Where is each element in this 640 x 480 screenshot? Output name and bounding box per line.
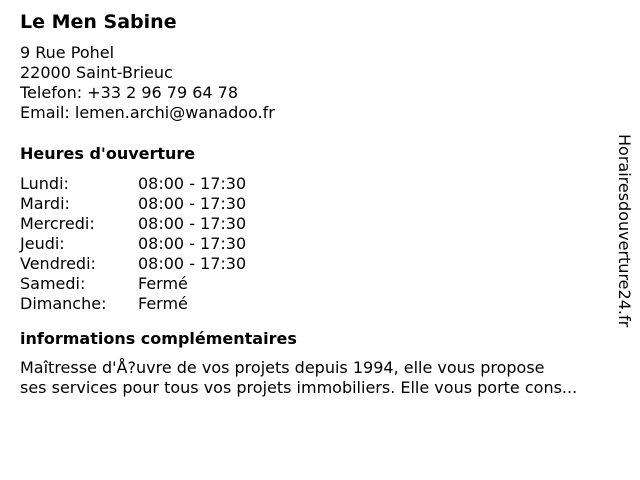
time-value: Fermé [138, 274, 188, 293]
day-label: Dimanche: [20, 294, 107, 313]
time-value: 08:00 - 17:30 [138, 194, 247, 213]
city-postal: 22000 Saint-Brieuc [20, 63, 173, 82]
hours-row-friday [20, 254, 620, 274]
time-value: 08:00 - 17:30 [138, 254, 247, 273]
business-name: Le Men Sabine [20, 11, 177, 33]
hours-table [20, 174, 620, 314]
day-label: Lundi: [20, 174, 69, 193]
day-label: Jeudi: [20, 234, 65, 253]
time-value: Fermé [138, 294, 188, 313]
time-value: 08:00 - 17:30 [138, 234, 247, 253]
street-address: 9 Rue Pohel [20, 43, 115, 62]
day-label: Mardi: [20, 194, 70, 213]
day-label: Samedi: [20, 274, 86, 293]
address-block [20, 43, 620, 123]
time-value: 08:00 - 17:30 [138, 174, 247, 193]
day-label: Vendredi: [20, 254, 96, 273]
time-value: 08:00 - 17:30 [138, 214, 247, 233]
hours-row-tuesday [20, 194, 620, 214]
info-heading: informations complémentaires [20, 329, 297, 348]
hours-row-monday [20, 174, 620, 194]
business-card [20, 10, 620, 398]
hours-row-sunday [20, 294, 620, 314]
info-description [20, 358, 632, 398]
hours-heading: Heures d'ouverture [20, 144, 196, 163]
hours-row-saturday [20, 274, 620, 294]
phone-number: Telefon: +33 2 96 79 64 78 [20, 83, 239, 102]
site-watermark: Horairesdouverture24.fr [615, 134, 634, 328]
info-line: Maîtresse d'Å?uvre de vos projets depuis 1994, elle vous propose [20, 358, 545, 377]
info-line: ses services pour tous vos projets immobiliers. Elle vous porte cons... [20, 378, 578, 397]
email-address: Email: lemen.archi@wanadoo.fr [20, 103, 275, 122]
hours-row-thursday [20, 234, 620, 254]
hours-row-wednesday [20, 214, 620, 234]
day-label: Mercredi: [20, 214, 95, 233]
